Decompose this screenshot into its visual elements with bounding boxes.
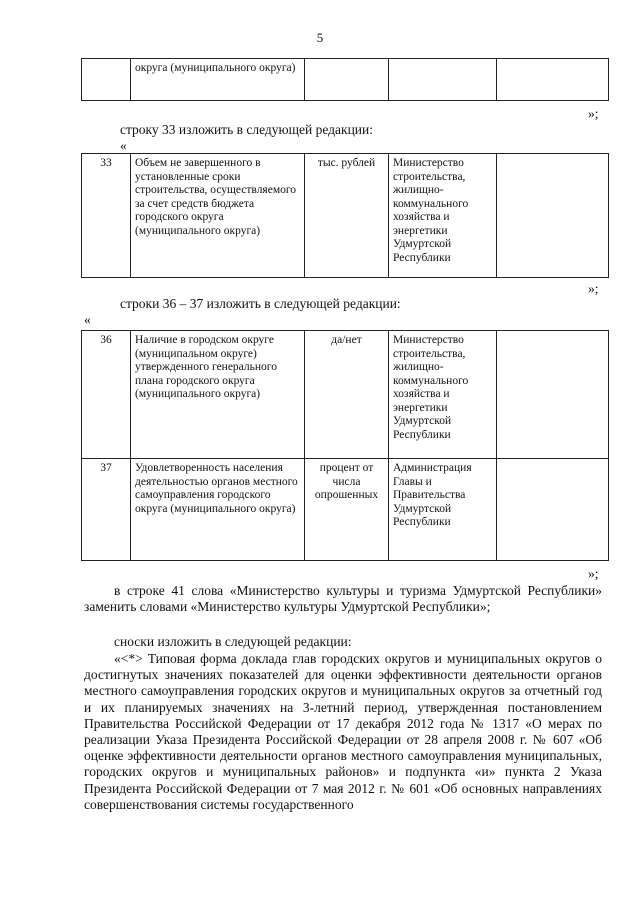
indicator-name: округа (муниципального округа) xyxy=(131,59,305,101)
responsible-org: Министерство строительства, жилищно-коммунального хозяйства и энергетики Удмуртской Республики xyxy=(389,154,497,278)
value-cell xyxy=(497,331,609,459)
table-row xyxy=(82,331,609,459)
table-continuation xyxy=(81,58,609,101)
row-number: 33 xyxy=(82,154,131,278)
value-cell xyxy=(497,59,609,101)
instruction-row-33: строку 33 изложить в следующей редакции: xyxy=(120,122,374,137)
indicator-name: Удовлетворенность населения деятельностью органов местного самоуправления городского округа (муниципального округа) xyxy=(131,459,305,561)
instruction-rows-36-37: строки 36 – 37 изложить в следующей редакции: xyxy=(120,296,401,311)
table-row-33 xyxy=(81,153,609,278)
unit xyxy=(305,59,389,101)
value-cell xyxy=(497,459,609,561)
paragraph-footnotes-intro: сноски изложить в следующей редакции: xyxy=(114,634,352,649)
page-number: 5 xyxy=(316,30,324,45)
close-quote: »; xyxy=(588,281,599,296)
responsible-org: Министерство строительства, жилищно-коммунального хозяйства и энергетики Удмуртской Республики xyxy=(389,331,497,459)
responsible-org xyxy=(389,59,497,101)
indicator-name: Наличие в городском округе (муниципальном округе) утвержденного генерального плана городского округа (муниципального округа) xyxy=(131,331,305,459)
value-cell xyxy=(497,154,609,278)
open-quote: « xyxy=(84,312,91,327)
table-rows-36-37 xyxy=(81,330,609,561)
row-number xyxy=(82,59,131,101)
close-quote: »; xyxy=(588,566,599,581)
paragraph-footnote-text: «<*> Типовая форма доклада глав городских округов и муниципальных округов о достигнутых значениях показателей для оценки эффективности деятельности органов местного самоуправления городских округов и муниципальных округов за отчетный год и их планируемых значениях на 3-летний период, утвержденная постановлением Правительства Российской Федерации от 17 декабря 2012 года № 1317 «О мерах по реализации Указа Президента Российской Федерации от 28 апреля 2008 г. № 607 «Об оценке эффективности деятельности органов местного самоуправления муниципальных, городских округов и муниципальных районов» и подпункта «и» пункта 2 Указа Президента Российской Федерации от 7 мая 2012 г. № 601 «Об основных направлениях совершенствования системы государственного xyxy=(84,651,602,812)
row-number: 36 xyxy=(82,331,131,459)
row-number: 37 xyxy=(82,459,131,561)
indicator-name: Объем не завершенного в установленные сроки строительства, осуществляемого за счет средств бюджета городского округа (муниципального округа) xyxy=(131,154,305,278)
close-quote: »; xyxy=(588,106,599,121)
unit: процент от числа опрошенных xyxy=(305,459,389,561)
paragraph-row-41: в строке 41 слова «Министерство культуры и туризма Удмуртской Республики» заменить словами «Министерство культуры Удмуртской Республики»; xyxy=(84,583,602,615)
unit: тыс. рублей xyxy=(305,154,389,278)
responsible-org: Администрация Главы и Правительства Удмуртской Республики xyxy=(389,459,497,561)
open-quote: « xyxy=(120,138,127,153)
table-row xyxy=(82,459,609,561)
table-row xyxy=(82,59,609,101)
table-row xyxy=(82,154,609,278)
unit: да/нет xyxy=(305,331,389,459)
